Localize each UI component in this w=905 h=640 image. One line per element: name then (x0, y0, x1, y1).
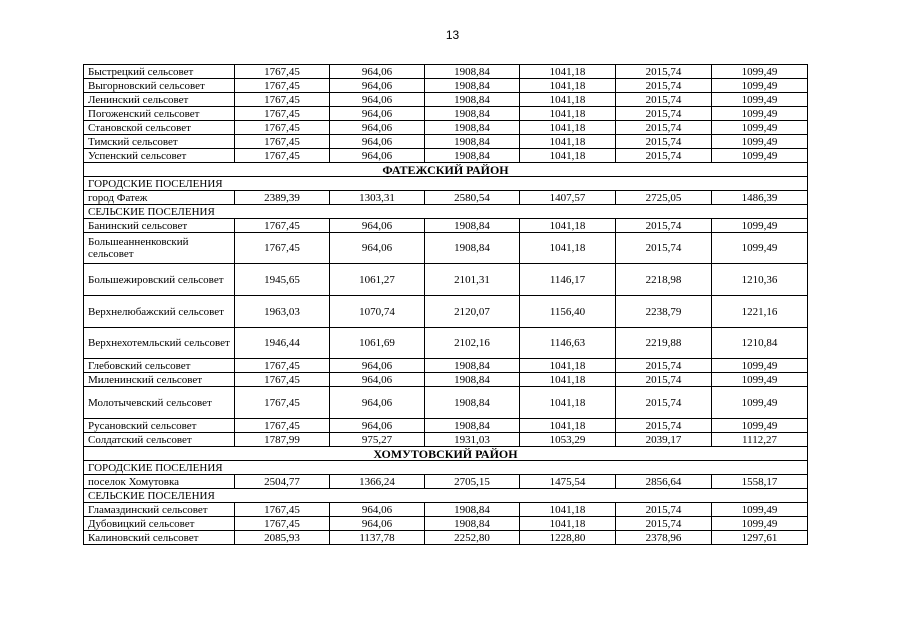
table-row (84, 475, 808, 489)
table-row (84, 517, 808, 531)
tariff-value-cell: 2219,88 (616, 328, 712, 359)
table-row (84, 93, 808, 107)
tariff-value-cell: 1041,18 (520, 359, 616, 373)
table-row (84, 233, 808, 264)
tariff-value-cell: 1908,84 (425, 517, 520, 531)
tariff-value-cell: 1767,45 (235, 135, 330, 149)
tariff-value-cell: 2856,64 (616, 475, 712, 489)
settlement-group-row (84, 205, 808, 219)
settlement-group-label: ГОРОДСКИЕ ПОСЕЛЕНИЯ (84, 177, 808, 191)
tariff-value-cell: 1767,45 (235, 419, 330, 433)
tariff-value-cell: 2102,16 (425, 328, 520, 359)
tariff-value-cell: 1475,54 (520, 475, 616, 489)
tariff-value-cell: 1767,45 (235, 79, 330, 93)
tariff-value-cell: 1908,84 (425, 121, 520, 135)
tariff-value-cell: 964,06 (330, 517, 425, 531)
tariff-value-cell: 1041,18 (520, 93, 616, 107)
tariff-value-cell: 1486,39 (712, 191, 808, 205)
tariff-value-cell: 2015,74 (616, 121, 712, 135)
tariff-value-cell: 964,06 (330, 387, 425, 419)
tariff-value-cell: 1963,03 (235, 296, 330, 328)
table-row (84, 503, 808, 517)
district-title: ХОМУТОВСКИЙ РАЙОН (84, 447, 808, 461)
tariff-value-cell: 2015,74 (616, 65, 712, 79)
settlement-group-row (84, 177, 808, 191)
tariff-value-cell: 1099,49 (712, 93, 808, 107)
tariff-value-cell: 1061,69 (330, 328, 425, 359)
table-row (84, 219, 808, 233)
settlement-name: Солдатский сельсовет (84, 433, 235, 447)
tariff-value-cell: 1767,45 (235, 149, 330, 163)
tariff-value-cell: 2015,74 (616, 517, 712, 531)
tariff-value-cell: 1041,18 (520, 503, 616, 517)
tariff-value-cell: 1767,45 (235, 503, 330, 517)
settlement-name: Дубовицкий сельсовет (84, 517, 235, 531)
tariff-value-cell: 1099,49 (712, 135, 808, 149)
tariff-value-cell: 1908,84 (425, 135, 520, 149)
tariff-value-cell: 2015,74 (616, 135, 712, 149)
tariff-value-cell: 1908,84 (425, 149, 520, 163)
table-row (84, 387, 808, 419)
tariff-value-cell: 1767,45 (235, 219, 330, 233)
tariff-value-cell: 964,06 (330, 149, 425, 163)
table-row (84, 191, 808, 205)
tariff-value-cell: 975,27 (330, 433, 425, 447)
table-row (84, 328, 808, 359)
tariff-value-cell: 1099,49 (712, 121, 808, 135)
tariff-value-cell: 2218,98 (616, 264, 712, 296)
tariff-value-cell: 1303,31 (330, 191, 425, 205)
tariff-value-cell: 1041,18 (520, 387, 616, 419)
tariff-value-cell: 1908,84 (425, 65, 520, 79)
tariff-value-cell: 2039,17 (616, 433, 712, 447)
tariff-value-cell: 1908,84 (425, 359, 520, 373)
tariff-value-cell: 964,06 (330, 233, 425, 264)
settlement-name: Выгорновский сельсовет (84, 79, 235, 93)
settlement-name: Глебовский сельсовет (84, 359, 235, 373)
tariff-value-cell: 1041,18 (520, 517, 616, 531)
tariff-value-cell: 2389,39 (235, 191, 330, 205)
tariff-value-cell: 2378,96 (616, 531, 712, 545)
tariff-value-cell: 1041,18 (520, 65, 616, 79)
tariff-value-cell: 2085,93 (235, 531, 330, 545)
tariff-value-cell: 964,06 (330, 503, 425, 517)
tariff-value-cell: 964,06 (330, 79, 425, 93)
table-row (84, 373, 808, 387)
settlement-name: Погоженский сельсовет (84, 107, 235, 121)
tariff-value-cell: 2015,74 (616, 373, 712, 387)
tariff-value-cell: 1908,84 (425, 93, 520, 107)
tariff-value-cell: 2725,05 (616, 191, 712, 205)
tariff-value-cell: 2015,74 (616, 149, 712, 163)
tariff-value-cell: 1099,49 (712, 219, 808, 233)
settlement-group-label: ГОРОДСКИЕ ПОСЕЛЕНИЯ (84, 461, 808, 475)
settlement-name: город Фатеж (84, 191, 235, 205)
tariff-value-cell: 1099,49 (712, 359, 808, 373)
tariff-value-cell: 2015,74 (616, 93, 712, 107)
tariff-value-cell: 964,06 (330, 359, 425, 373)
table-row (84, 359, 808, 373)
district-header-row (84, 447, 808, 461)
tariff-value-cell: 1908,84 (425, 219, 520, 233)
table-row (84, 135, 808, 149)
tariff-value-cell: 2015,74 (616, 359, 712, 373)
table-row (84, 149, 808, 163)
table-row (84, 121, 808, 135)
settlement-group-row (84, 489, 808, 503)
tariff-value-cell: 1146,17 (520, 264, 616, 296)
tariff-value-cell: 2015,74 (616, 419, 712, 433)
tariff-value-cell: 964,06 (330, 219, 425, 233)
tariff-value-cell: 1156,40 (520, 296, 616, 328)
tariff-value-cell: 1041,18 (520, 107, 616, 121)
settlement-name: Тимский сельсовет (84, 135, 235, 149)
settlement-name: Становской сельсовет (84, 121, 235, 135)
tariff-value-cell: 1041,18 (520, 373, 616, 387)
table-row (84, 296, 808, 328)
tariff-value-cell: 2015,74 (616, 79, 712, 93)
tariff-value-cell: 2015,74 (616, 233, 712, 264)
tariff-value-cell: 1908,84 (425, 107, 520, 121)
tariff-value-cell: 2015,74 (616, 219, 712, 233)
tariff-value-cell: 1099,49 (712, 387, 808, 419)
tariff-value-cell: 1946,44 (235, 328, 330, 359)
settlement-name: Миленинский сельсовет (84, 373, 235, 387)
tariff-value-cell: 1767,45 (235, 93, 330, 107)
tariff-value-cell: 1099,49 (712, 503, 808, 517)
tariff-value-cell: 2504,77 (235, 475, 330, 489)
tariff-value-cell: 1099,49 (712, 517, 808, 531)
tariff-value-cell: 964,06 (330, 93, 425, 107)
tariff-value-cell: 1767,45 (235, 517, 330, 531)
tariff-value-cell: 1099,49 (712, 373, 808, 387)
settlement-name: Ленинский сельсовет (84, 93, 235, 107)
tariff-value-cell: 1041,18 (520, 419, 616, 433)
tariff-value-cell: 1146,63 (520, 328, 616, 359)
tariff-value-cell: 964,06 (330, 121, 425, 135)
tariff-value-cell: 2252,80 (425, 531, 520, 545)
table-row (84, 65, 808, 79)
tariff-value-cell: 1945,65 (235, 264, 330, 296)
table-row (84, 107, 808, 121)
settlement-name: Быстрецкий сельсовет (84, 65, 235, 79)
tariff-value-cell: 1099,49 (712, 65, 808, 79)
district-header-row (84, 163, 808, 177)
tariff-value-cell: 1221,16 (712, 296, 808, 328)
tariff-value-cell: 1908,84 (425, 79, 520, 93)
tariff-value-cell: 2705,15 (425, 475, 520, 489)
tariff-value-cell: 1041,18 (520, 135, 616, 149)
tariff-value-cell: 1041,18 (520, 121, 616, 135)
tariff-table-body (84, 65, 808, 545)
tariff-value-cell: 1041,18 (520, 79, 616, 93)
tariff-table (83, 64, 808, 545)
tariff-value-cell: 1112,27 (712, 433, 808, 447)
tariff-value-cell: 2238,79 (616, 296, 712, 328)
district-title: ФАТЕЖСКИЙ РАЙОН (84, 163, 808, 177)
table-row (84, 419, 808, 433)
tariff-value-cell: 1099,49 (712, 107, 808, 121)
settlement-name: Калиновский сельсовет (84, 531, 235, 545)
settlement-group-row (84, 461, 808, 475)
settlement-name: Верхнелюбажский сельсовет (84, 296, 235, 328)
tariff-value-cell: 1931,03 (425, 433, 520, 447)
tariff-value-cell: 2015,74 (616, 107, 712, 121)
tariff-value-cell: 964,06 (330, 107, 425, 121)
tariff-value-cell: 2015,74 (616, 387, 712, 419)
tariff-value-cell: 1767,45 (235, 65, 330, 79)
settlement-name: Гламаздинский сельсовет (84, 503, 235, 517)
tariff-value-cell: 964,06 (330, 419, 425, 433)
tariff-value-cell: 1099,49 (712, 419, 808, 433)
tariff-value-cell: 2015,74 (616, 503, 712, 517)
tariff-value-cell: 1228,80 (520, 531, 616, 545)
table-row (84, 531, 808, 545)
tariff-value-cell: 1099,49 (712, 149, 808, 163)
tariff-value-cell: 1061,27 (330, 264, 425, 296)
tariff-value-cell: 1099,49 (712, 79, 808, 93)
tariff-value-cell: 1407,57 (520, 191, 616, 205)
tariff-value-cell: 964,06 (330, 65, 425, 79)
tariff-value-cell: 1767,45 (235, 359, 330, 373)
tariff-value-cell: 1137,78 (330, 531, 425, 545)
table-row (84, 79, 808, 93)
settlement-name: Большежировский сельсовет (84, 264, 235, 296)
page-number: 13 (445, 28, 460, 42)
table-row (84, 433, 808, 447)
settlement-name: Верхнехотемльский сельсовет (84, 328, 235, 359)
tariff-value-cell: 2580,54 (425, 191, 520, 205)
tariff-value-cell: 1558,17 (712, 475, 808, 489)
settlement-name: Молотычевский сельсовет (84, 387, 235, 419)
tariff-value-cell: 1099,49 (712, 233, 808, 264)
tariff-value-cell: 1210,36 (712, 264, 808, 296)
settlement-name: Успенский сельсовет (84, 149, 235, 163)
tariff-value-cell: 2101,31 (425, 264, 520, 296)
tariff-value-cell: 1908,84 (425, 387, 520, 419)
tariff-value-cell: 1767,45 (235, 233, 330, 264)
tariff-value-cell: 1041,18 (520, 233, 616, 264)
tariff-value-cell: 1366,24 (330, 475, 425, 489)
settlement-name: Русановский сельсовет (84, 419, 235, 433)
tariff-value-cell: 1041,18 (520, 149, 616, 163)
tariff-value-cell: 1787,99 (235, 433, 330, 447)
tariff-value-cell: 1767,45 (235, 373, 330, 387)
tariff-value-cell: 1053,29 (520, 433, 616, 447)
settlement-name: Банинский сельсовет (84, 219, 235, 233)
tariff-value-cell: 964,06 (330, 373, 425, 387)
settlement-group-label: СЕЛЬСКИЕ ПОСЕЛЕНИЯ (84, 205, 808, 219)
tariff-value-cell: 1210,84 (712, 328, 808, 359)
tariff-value-cell: 2120,07 (425, 296, 520, 328)
tariff-value-cell: 1041,18 (520, 219, 616, 233)
tariff-value-cell: 1767,45 (235, 107, 330, 121)
tariff-value-cell: 1908,84 (425, 233, 520, 264)
tariff-value-cell: 1297,61 (712, 531, 808, 545)
table-row (84, 264, 808, 296)
tariff-value-cell: 1908,84 (425, 373, 520, 387)
tariff-value-cell: 1908,84 (425, 503, 520, 517)
settlement-name: Большеанненковский сельсовет (84, 233, 235, 264)
settlement-group-label: СЕЛЬСКИЕ ПОСЕЛЕНИЯ (84, 489, 808, 503)
tariff-value-cell: 1908,84 (425, 419, 520, 433)
tariff-value-cell: 1070,74 (330, 296, 425, 328)
tariff-value-cell: 964,06 (330, 135, 425, 149)
tariff-value-cell: 1767,45 (235, 387, 330, 419)
settlement-name: поселок Хомутовка (84, 475, 235, 489)
tariff-value-cell: 1767,45 (235, 121, 330, 135)
